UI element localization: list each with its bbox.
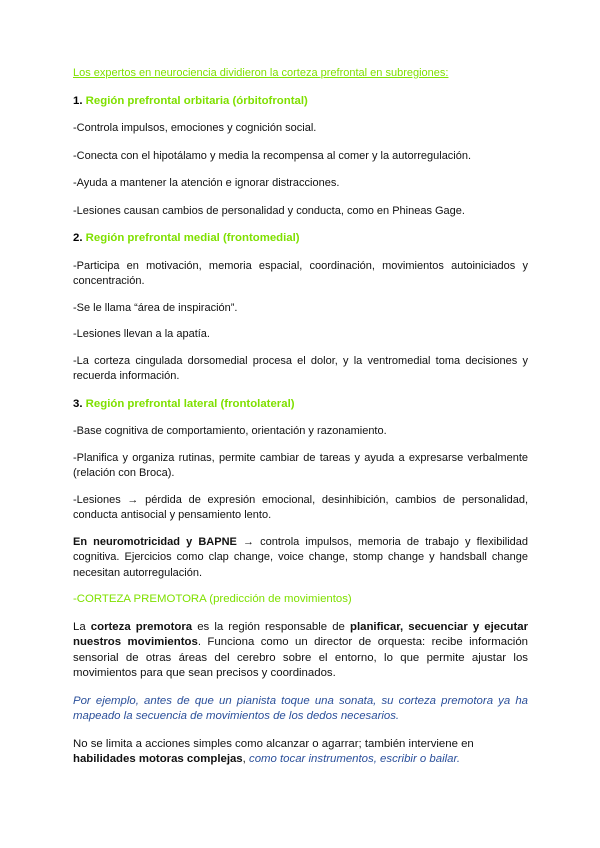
text-span: La [73, 620, 91, 633]
bold-span: habilidades motoras complejas [73, 753, 243, 765]
section-1-item: -Ayuda a mantener la atención e ignorar distracciones. [73, 177, 340, 189]
section-1-number: 1. [73, 94, 83, 107]
section-3-number: 3. [73, 397, 83, 410]
premotora-title: -CORTEZA PREMOTORA (predicción de movimientos) [73, 593, 352, 605]
bapne-text: → controla impulsos, memoria de trabajo y flexibilidad cognitiva. Ejercicios como clap change, voice change, stomp change y handsball change necesitan autorregulación. [73, 535, 529, 579]
section-2-item: -La corteza cingulada dorsomedial procesa el dolor, y la ventromedial toma decisiones y recuerda información. [73, 354, 528, 382]
bold-span: planificar, secuenciar y ejecutar nuestros movimientos [73, 620, 529, 648]
bapne-paragraph [73, 535, 528, 582]
text-span: No se limita a acciones simples como alcanzar o agarrar; también interviene en [73, 737, 474, 750]
section-2-item: -Se le llama “área de inspiración”. [73, 301, 238, 314]
section-1-title-text: Región prefrontal orbitaria (órbitofrontal) [85, 94, 308, 107]
section-3-title-text: Región prefrontal lateral (frontolateral) [85, 397, 295, 410]
document-heading: Los expertos en neurociencia dividieron la corteza prefrontal en subregiones: [73, 67, 449, 79]
bold-span: corteza premotora [90, 620, 193, 633]
section-2-title [73, 231, 528, 247]
italic-span: como tocar instrumentos, escribir o bailar. [249, 753, 461, 765]
section-3-title [73, 397, 528, 413]
section-2-item: -Participa en motivación, memoria espacial, coordinación, movimientos autoiniciados y concentración. [73, 259, 528, 287]
document-page [73, 66, 528, 768]
section-1-title [73, 94, 528, 110]
section-3-item: -Lesiones → pérdida de expresión emocional, desinhibición, cambios de personalidad, conducta antisocial y pensamiento lento. [73, 493, 528, 521]
premotora-closing [73, 737, 528, 768]
text-span: . Funciona como un director de orquesta: recibe información sensorial de otras áreas del cerebro sobre el entorno, lo que permite ajustar los movimientos para que sean precisos y coordinados. [73, 636, 528, 679]
premotora-example: Por ejemplo, antes de que un pianista toque una sonata, su corteza premotora ya ha mapeado la secuencia de movimientos de los dedos necesarios. [73, 694, 528, 722]
bapne-bold: En neuromotricidad y BAPNE [73, 535, 237, 548]
section-1-item: -Controla impulsos, emociones y cognición social. [73, 122, 317, 134]
section-2-number: 2. [73, 232, 83, 244]
premotora-paragraph [73, 620, 528, 682]
section-1-item: -Conecta con el hipotálamo y media la recompensa al comer y la autorregulación. [73, 149, 472, 162]
section-2-title-text: Región prefrontal medial (frontomedial) [85, 232, 300, 244]
section-3-item: -Base cognitiva de comportamiento, orientación y razonamiento. [73, 425, 387, 437]
text-span: , [242, 753, 249, 765]
section-3-item: -Planifica y organiza rutinas, permite cambiar de tareas y ayuda a expresarse verbalmente (relación con Broca). [73, 451, 528, 479]
text-span: es la región responsable de [192, 620, 350, 633]
section-2-item: -Lesiones llevan a la apatía. [73, 328, 210, 340]
section-1-item: -Lesiones causan cambios de personalidad y conducta, como en Phineas Gage. [73, 204, 465, 217]
